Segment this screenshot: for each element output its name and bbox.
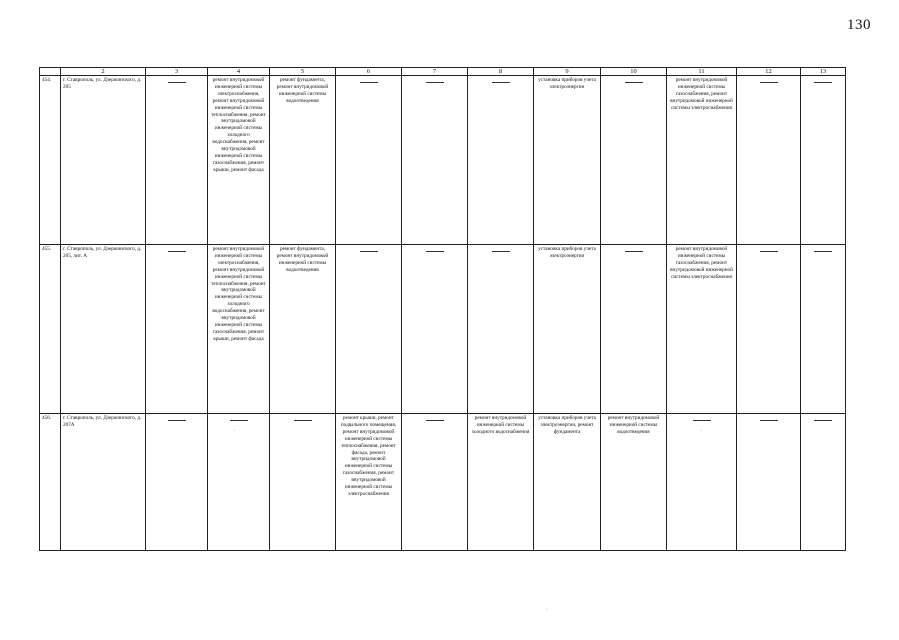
dash-mark — [426, 251, 444, 252]
address-cell: г. Ставрополь, ул. Дзержинского, д. 205 — [61, 76, 146, 245]
dash-mark — [426, 420, 444, 421]
header-cell: 5 — [270, 68, 336, 76]
scan-speck: · — [233, 428, 235, 434]
table-row — [40, 414, 846, 551]
dash-mark — [360, 251, 378, 252]
header-cell: 11 — [667, 68, 737, 76]
dash-mark — [492, 82, 510, 83]
cell-col-13 — [801, 414, 846, 551]
cell-col-6 — [336, 76, 402, 245]
cell-col-4: ремонт внутридомовой инженерной системы электроснабжения, ремонт внутридомовой инженерной системы теплоснабжения, ремонт внутридомовой инженерной системы холодного водоснабжения, ремонт внутридомовой инженерной системы газоснабжения, ремонт крыши, ремонт фасада — [208, 245, 270, 414]
dash-mark — [168, 251, 186, 252]
cell-col-3 — [146, 245, 208, 414]
cell-col-13 — [801, 245, 846, 414]
header-cell: 12 — [737, 68, 801, 76]
dash-mark — [492, 251, 510, 252]
dash-mark — [625, 82, 643, 83]
header-cell: 4 — [208, 68, 270, 76]
cell-col-7 — [402, 76, 468, 245]
row-number: 454. — [40, 76, 61, 245]
header-cell: 6 — [336, 68, 402, 76]
cell-col-6: ремонт крыши, ремонт подвального помещения, ремонт внутридомовой инженерной системы теплоснабжения, ремонт фасада, ремонт внутридомовой инженерной системы газоснабжения, ремонт внутридомовой инженерной системы электроснабжения — [336, 414, 402, 551]
cell-col-6 — [336, 245, 402, 414]
dash-mark — [814, 420, 832, 421]
dash-mark — [360, 82, 378, 83]
dash-mark — [230, 420, 248, 421]
header-cell: 7 — [402, 68, 468, 76]
cell-col-11: ремонт внутридомовой инженерной системы газоснабжения, ремонт внутридомовой инженерной системы электроснабжения — [667, 245, 737, 414]
cell-col-4: ремонт внутридомовой инженерной системы электроснабжения, ремонт внутридомовой инженерной системы теплоснабжения, ремонт внутридомовой инженерной системы холодного водоснабжения, ремонт внутридомовой инженерной системы газоснабжения, ремонт крыши, ремонт фасада — [208, 76, 270, 245]
cell-col-8 — [468, 245, 534, 414]
scan-speck: · — [700, 428, 702, 434]
dash-mark — [760, 420, 778, 421]
dash-mark — [625, 251, 643, 252]
header-cell-num — [40, 68, 61, 76]
address-cell: г. Ставрополь, ул. Дзержинского, д. 207А — [61, 414, 146, 551]
dash-mark — [294, 420, 312, 421]
header-row — [40, 68, 846, 76]
cell-col-7 — [402, 414, 468, 551]
cell-col-7 — [402, 245, 468, 414]
cell-col-12 — [737, 245, 801, 414]
cell-col-13 — [801, 76, 846, 245]
cell-col-3 — [146, 414, 208, 551]
cell-col-11: ремонт внутридомовой инженерной системы газоснабжения, ремонт внутридомовой инженерной системы электроснабжения — [667, 76, 737, 245]
header-cell: 2 — [61, 68, 146, 76]
dash-mark — [760, 251, 778, 252]
dash-mark — [426, 82, 444, 83]
dash-mark — [814, 82, 832, 83]
header-cell: 13 — [801, 68, 846, 76]
table-row — [40, 245, 846, 414]
cell-col-10 — [601, 76, 667, 245]
header-cell: 8 — [468, 68, 534, 76]
cell-col-9: установка приборов учета электроэнергии, ремонт фундамента — [534, 414, 601, 551]
cell-col-12 — [737, 76, 801, 245]
cell-col-8: ремонт внутридомовой инженерной системы холодного водоснабжения — [468, 414, 534, 551]
cell-col-11 — [667, 414, 737, 551]
cell-col-5 — [270, 414, 336, 551]
cell-col-10 — [601, 245, 667, 414]
cell-col-5: ремонт фундамента, ремонт внутридомовой инженерной системы водоотведения — [270, 76, 336, 245]
dash-mark — [168, 420, 186, 421]
repair-schedule-table — [39, 67, 846, 551]
cell-col-5: ремонт фундамента, ремонт внутридомовой инженерной системы водоотведения — [270, 245, 336, 414]
table-row — [40, 76, 846, 245]
row-number: 456. — [40, 414, 61, 551]
header-cell: 9 — [534, 68, 601, 76]
dash-mark — [693, 420, 711, 421]
cell-col-4 — [208, 414, 270, 551]
cell-col-8 — [468, 76, 534, 245]
cell-col-3 — [146, 76, 208, 245]
scan-speck: · — [546, 607, 548, 613]
row-number: 455. — [40, 245, 61, 414]
header-cell: 3 — [146, 68, 208, 76]
dash-mark — [760, 82, 778, 83]
page-number: 130 — [847, 17, 871, 33]
address-cell: г. Ставрополь, ул. Дзержинского, д. 205, лит. А — [61, 245, 146, 414]
dash-mark — [168, 82, 186, 83]
header-cell: 10 — [601, 68, 667, 76]
cell-col-12 — [737, 414, 801, 551]
cell-col-9: установка приборов учета электроэнергии — [534, 245, 601, 414]
dash-mark — [814, 251, 832, 252]
cell-col-9: установка приборов учета электроэнергии — [534, 76, 601, 245]
cell-col-10: ремонт внутридомовой инженерной системы водоотведения — [601, 414, 667, 551]
